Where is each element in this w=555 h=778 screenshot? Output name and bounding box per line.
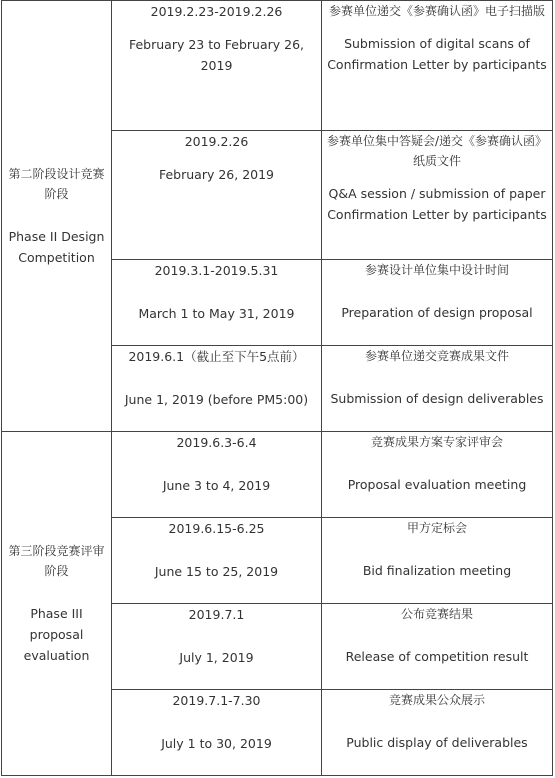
phase-name-zh: 第二阶段设计竞赛阶段 (8, 167, 105, 201)
phase-cell (2, 432, 112, 776)
date-zh: 2019.7.1 (188, 607, 245, 622)
event-zh: 甲方定标会 (406, 521, 467, 535)
event-en: Bid finalization meeting (362, 563, 512, 578)
event-en: Preparation of design proposal (341, 305, 533, 320)
date-zh: 2019.6.3-6.4 (176, 435, 257, 450)
phase-name-en: Phase II Design Competition (8, 229, 105, 265)
event-zh: 参赛单位集中答疑会/递交《参赛确认函》纸质文件 (326, 134, 548, 168)
event-zh: 参赛单位递交《参赛确认函》电子扫描版 (328, 4, 545, 18)
event-cell (322, 432, 553, 518)
date-zh: 2019.6.1（截止至下午5点前） (128, 349, 305, 364)
event-zh: 竞赛成果方案专家评审会 (370, 435, 503, 449)
table-row (2, 1, 553, 131)
date-zh: 2019.6.15-6.25 (168, 521, 265, 536)
event-zh: 竞赛成果公众展示 (388, 693, 485, 707)
event-en: Submission of design deliverables (330, 391, 544, 406)
date-en: July 1 to 30, 2019 (161, 736, 272, 751)
event-cell (322, 518, 553, 604)
table-row (2, 432, 553, 518)
date-cell (112, 346, 322, 432)
date-en: February 23 to February 26, 2019 (128, 37, 304, 73)
event-en: Public display of deliverables (346, 735, 528, 750)
event-zh: 参赛单位递交竞赛成果文件 (364, 349, 509, 363)
event-cell (322, 604, 553, 690)
date-zh: 2019.2.23-2019.2.26 (150, 4, 283, 19)
event-zh: 公布竞赛结果 (400, 607, 473, 621)
event-cell (322, 131, 553, 260)
event-en: Submission of digital scans of Confirmation Letter by participants (327, 36, 547, 72)
date-cell (112, 432, 322, 518)
event-en: Proposal evaluation meeting (347, 477, 527, 492)
date-en: February 26, 2019 (158, 167, 275, 182)
event-cell (322, 260, 553, 346)
date-en: June 15 to 25, 2019 (154, 564, 279, 579)
phase-cell (2, 1, 112, 432)
date-cell (112, 131, 322, 260)
date-en: June 3 to 4, 2019 (162, 478, 271, 493)
event-en: Release of competition result (345, 649, 529, 664)
event-en: Q&A session / submission of paper Confirmation Letter by participants (327, 186, 547, 222)
date-en: July 1, 2019 (179, 650, 254, 665)
event-zh: 参赛设计单位集中设计时间 (364, 263, 509, 277)
date-cell (112, 690, 322, 776)
date-zh: 2019.3.1-2019.5.31 (154, 263, 279, 278)
event-cell (322, 346, 553, 432)
phase-name-en: Phase III proposal evaluation (23, 606, 90, 663)
date-zh: 2019.2.26 (184, 134, 249, 149)
date-en: June 1, 2019 (before PM5:00) (124, 392, 309, 407)
date-zh: 2019.7.1-7.30 (172, 693, 261, 708)
date-cell (112, 518, 322, 604)
event-cell (322, 1, 553, 131)
schedule-table (1, 0, 553, 776)
date-en: March 1 to May 31, 2019 (138, 306, 295, 321)
event-cell (322, 690, 553, 776)
phase-name-zh: 第三阶段竞赛评审阶段 (8, 544, 105, 578)
date-cell (112, 1, 322, 131)
date-cell (112, 260, 322, 346)
date-cell (112, 604, 322, 690)
